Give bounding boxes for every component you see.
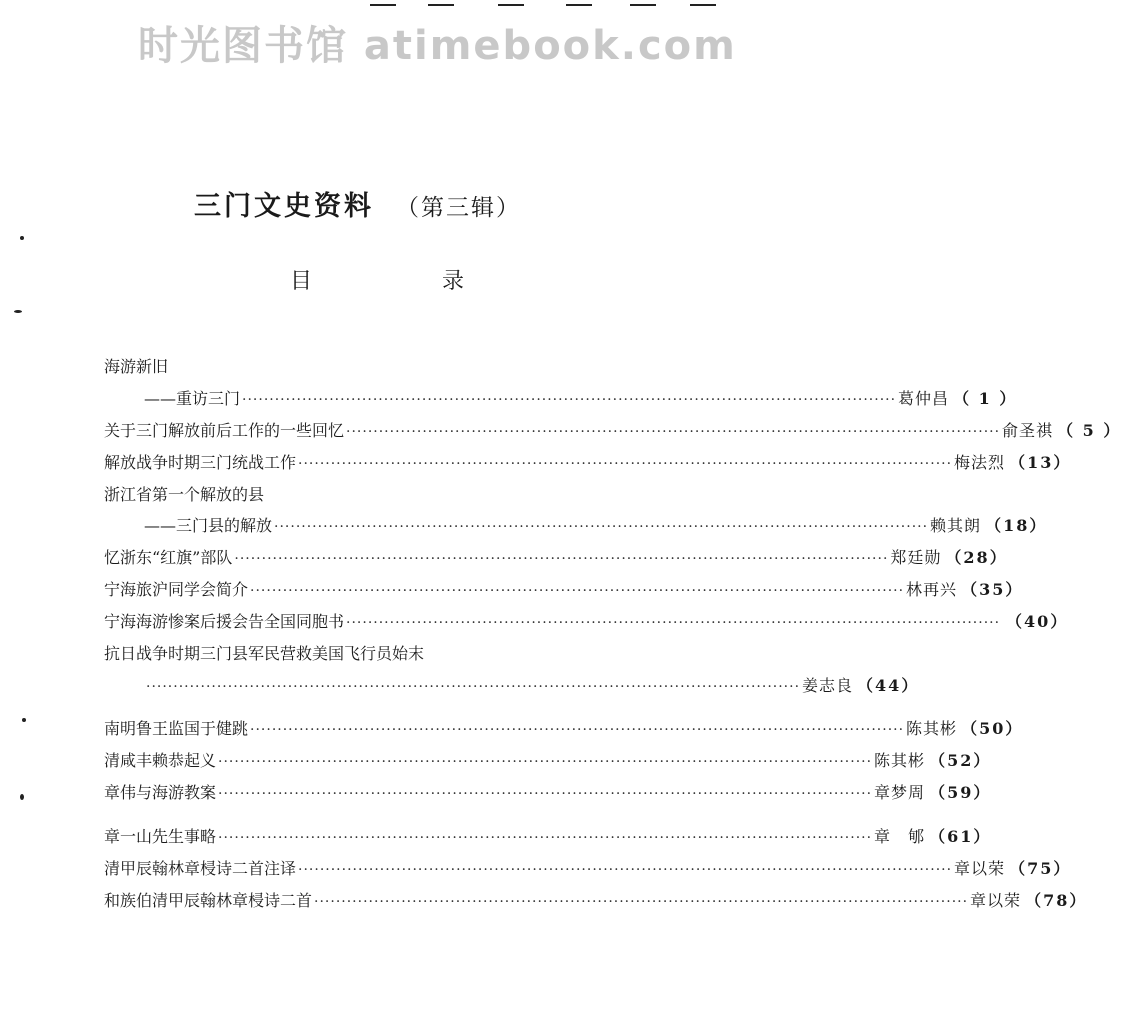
toc-entry [104,609,1069,633]
toc-entry-title: 和族伯清甲辰翰林章梫诗二首 [104,891,313,910]
scan-speck [14,310,22,313]
leader-dots: ························································································································ [146,679,801,695]
toc-entry [144,673,920,697]
toc-entry-author: 姜志良 [802,676,854,695]
toc-entry-page: （28） [945,548,1008,567]
toc-entry-page: （52） [929,751,992,770]
toc-entry [104,545,1008,569]
toc-entry [144,513,1048,537]
book-title [0,184,715,223]
toc-entry-author: 章 郇 [874,827,926,846]
scan-speck [20,794,24,800]
toc-entry-page: （ 5 ） [1057,421,1121,440]
toc-entry-title: ——三门县的解放 [144,516,273,535]
toc-entry [104,824,992,848]
toc-entry [144,386,1018,410]
toc-entry-page: （44） [857,676,920,695]
toc-entry [104,418,1121,442]
toc-entry-title: ——重访三门 [144,389,241,408]
toc-entry-page: （40） [1006,612,1069,631]
toc-entry-page: （18） [985,516,1048,535]
toc-entry-title: 忆浙东“红旗”部队 [104,548,233,567]
toc-entry-author: 郑廷勋 [890,548,942,567]
leader-dots: ························································································································ [234,551,889,567]
toc-entry-page: （35） [961,580,1024,599]
toc-entry-page: （50） [961,719,1024,738]
leader-dots: ························································································································ [242,392,897,408]
toc-entry-title: 海游新旧 [104,357,169,376]
toc-entry-page: （78） [1025,891,1088,910]
leader-dots: ························································································································ [218,754,873,770]
toc-entry-page: （ 1 ） [953,389,1018,408]
leader-dots: ························································································································ [346,424,1001,440]
toc-entry-page: （59） [929,783,992,802]
leader-dots: ························································································································ [314,894,969,910]
toc-entry-title: 解放战争时期三门统战工作 [104,453,297,472]
toc-entry-author: 葛仲昌 [898,389,950,408]
leader-dots: ························································································································ [250,722,905,738]
toc-entry-author: 章以荣 [954,859,1006,878]
leader-dots: ························································································································ [298,456,953,472]
heading-char-1: 目 [290,269,313,294]
toc-entry [104,354,640,378]
leader-dots: ························································································································ [346,615,1001,631]
toc-entry-author: 赖其朗 [930,516,982,535]
toc-entry-author: 俞圣祺 [1002,421,1054,440]
toc-entry [104,780,992,804]
toc-entry [104,856,1072,880]
watermark-text: 时光图书馆 atimebook.com [138,23,737,69]
toc-entry-title: 宁海海游惨案后援会告全国同胞书 [104,612,345,631]
toc-entry-title: 章伟与海游教案 [104,783,217,802]
title-main: 三门文史资料 [194,191,374,222]
toc-entry-title: 宁海旅沪同学会简介 [104,580,249,599]
leader-dots: ························································································································ [250,583,905,599]
toc-entry [104,748,992,772]
toc-entry-page: （75） [1009,859,1072,878]
toc-entry-title: 关于三门解放前后工作的一些回忆 [104,421,345,440]
heading-char-2: 录 [442,269,465,294]
toc-entry-title: 抗日战争时期三门县军民营救美国飞行员始末 [104,644,425,663]
toc-entry-title: 南明鲁王监国于健跳 [104,719,249,738]
toc-entry [104,716,1024,740]
toc-entry [104,450,1072,474]
toc-entry [104,641,640,665]
toc-entry-author: 陈其彬 [874,751,926,770]
title-volume: （第三辑） [396,195,521,221]
toc-entry-author: 梅法烈 [954,453,1006,472]
leader-dots: ························································································································ [274,519,929,535]
toc-entry-author: 林再兴 [906,580,958,599]
leader-dots: ························································································································ [218,830,873,846]
toc-entry-author: 陈其彬 [906,719,958,738]
toc-entry-title: 清甲辰翰林章梫诗二首注译 [104,859,297,878]
toc-entry-title: 浙江省第一个解放的县 [104,485,265,504]
toc-entry [104,482,640,506]
toc-entry [104,888,1088,912]
toc-entry-title: 清咸丰赖恭起义 [104,751,217,770]
scan-speck [22,718,26,722]
toc-entry-page: （61） [929,827,992,846]
scan-speck [20,236,24,240]
leader-dots: ························································································································ [218,786,873,802]
toc-entry-author: 章以荣 [970,891,1022,910]
leader-dots: ························································································································ [298,862,953,878]
toc-entry [104,577,1024,601]
toc-entry-title: 章一山先生事略 [104,827,217,846]
toc-entry-page: （13） [1009,453,1072,472]
toc-entry-author: 章梦周 [874,783,926,802]
top-edge-rules [360,0,715,8]
